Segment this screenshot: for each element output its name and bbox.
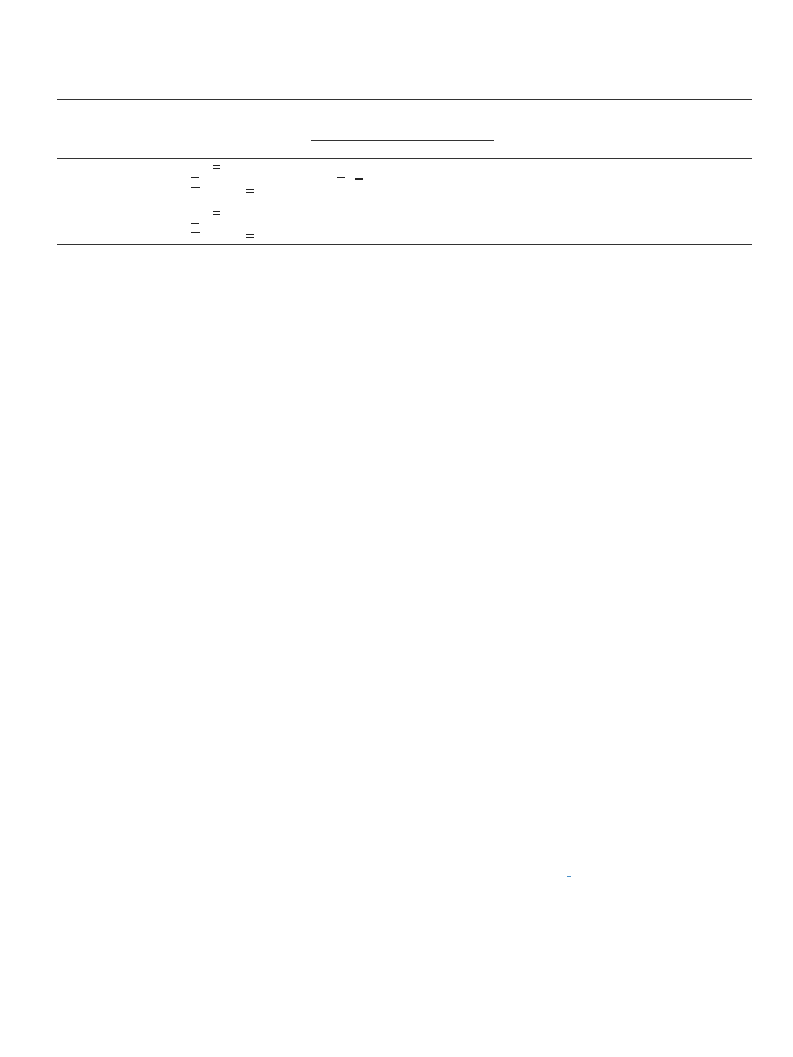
link-mark bbox=[567, 876, 571, 877]
table-mark bbox=[191, 232, 200, 233]
table-mark bbox=[213, 165, 220, 169]
table-top-rule bbox=[57, 99, 752, 100]
table-mark bbox=[337, 177, 345, 178]
table-mark bbox=[191, 223, 199, 224]
table-bottom-rule bbox=[57, 244, 752, 245]
table-mark bbox=[191, 177, 199, 178]
table-header-rule bbox=[57, 158, 752, 159]
table-mark bbox=[213, 211, 220, 215]
table-mark bbox=[191, 187, 200, 188]
table-mark bbox=[246, 189, 254, 193]
table-mark bbox=[355, 178, 363, 180]
column-span-rule bbox=[311, 140, 494, 141]
table-mark bbox=[246, 234, 254, 238]
